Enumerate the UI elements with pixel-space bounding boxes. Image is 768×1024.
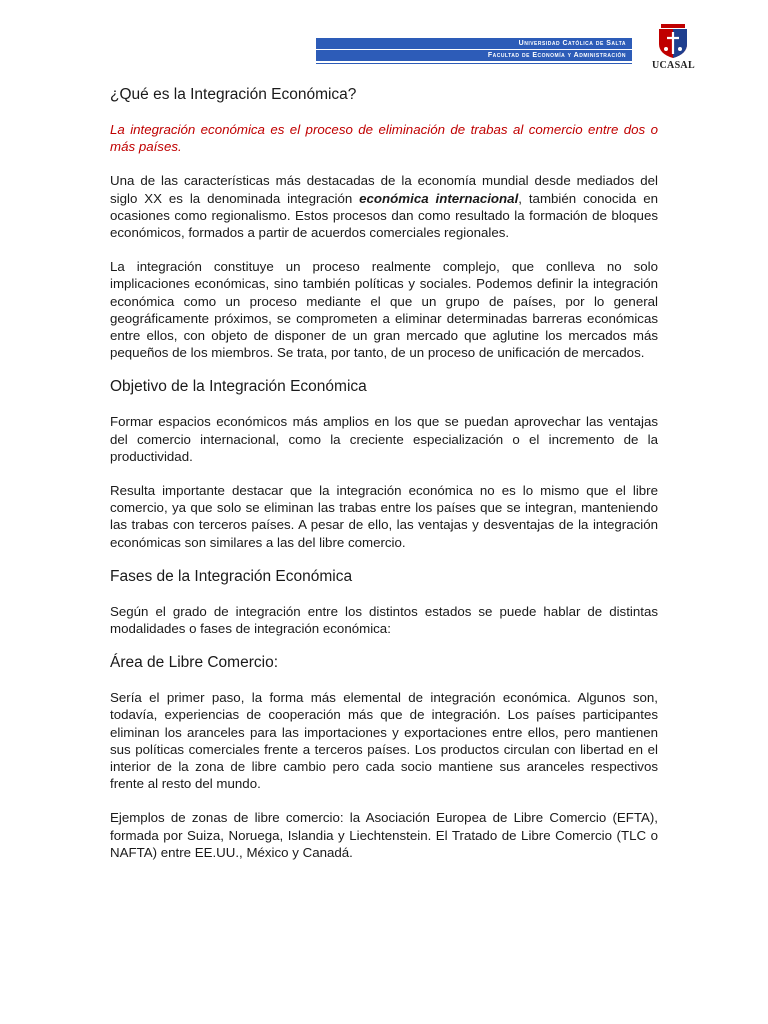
- definition-text: La integración económica es el proceso de eliminación de trabas al comercio entre dos o más países.: [110, 122, 658, 155]
- logo-text: UCASAL: [652, 60, 695, 71]
- paragraph-7: Ejemplos de zonas de libre comercio: la Asociación Europea de Libre Comercio (EFTA), formada por Suiza, Noruega, Islandia y Liechtenstein. El Tratado de Libre Comercio (TLC o NAFTA) entre EE.UU., México y Canadá.: [110, 810, 658, 860]
- paragraph-1-text-b: , también conocida en ocasiones como regionalismo. Estos procesos dan como resultado la formación de bloques económicos, formados a partir de acuerdos comerciales regionales.: [110, 190, 658, 241]
- paragraph-5: Según el grado de integración entre los distintos estados se puede hablar de distintas modalidades o fases de integración económica:: [110, 603, 658, 637]
- paragraph-1: [110, 172, 658, 241]
- document-body: [110, 86, 658, 861]
- heading-area-text: Área de Libre Comercio: [110, 654, 274, 672]
- heading-que-es: ¿Qué es la Integración Económica?: [110, 86, 357, 103]
- heading-objetivo: Objetivo de la Integración Económica: [110, 378, 367, 396]
- banner-divider: [316, 63, 632, 64]
- paragraph-3: Formar espacios económicos más amplios en los que se puedan aprovechar las ventajas del comercio internacional, como la creciente especialización o el incremento de la productividad.: [110, 414, 658, 464]
- university-name: Universidad Católica de Salta: [316, 38, 632, 49]
- paragraph-2: La integración constituye un proceso realmente complejo, que conlleva no solo implicaciones económicas, sino también políticas y sociales. Podemos definir la integración económica como un proceso mediante el que un grupo de países, por lo general geográficamente próximos, se comprometen a eliminar determinadas barreras económicas entre ellos, con objeto de disponer de un gran mercado que aglutine los mercados más pequeños de los miembros. Se trata, por tanto, de un proceso de unificación de mercados.: [110, 259, 658, 361]
- paragraph-1-text-a: Una de las características más destacadas de la economía mundial desde mediados del siglo XX es la denominada integración: [110, 173, 658, 206]
- shield-icon: [657, 24, 689, 58]
- paragraph-6: Sería el primer paso, la forma más elemental de integración económica. Algunos son, todavía, experiencias de cooperación más que de integración. Los países participantes eliminan los aranceles para las importaciones y exportaciones entre ellos, pero mantienen sus políticas comerciales frente a terceros países. Los productos circulan con libertad en el interior de la zona de libre cambio pero cada socio mantiene sus aranceles respectivos frente al resto del mundo.: [110, 690, 658, 792]
- paragraph-1-emphasis: económica internacional: [359, 190, 519, 206]
- header-banner: [316, 38, 632, 64]
- faculty-name: Facultad de Economía y Administración: [316, 50, 632, 61]
- heading-area-suffix: :: [273, 654, 279, 672]
- paragraph-4: Resulta importante destacar que la integración económica no es lo mismo que el libre comercio, ya que solo se eliminan las trabas entre los países que se integran, manteniendo las trabas con terceros países. A pesar de ello, las ventajas y desventajas de la integración económicas son similares a las del libre comercio.: [110, 483, 658, 550]
- heading-area-libre-comercio: [110, 654, 658, 672]
- heading-fases: Fases de la Integración Económica: [110, 567, 353, 585]
- ucasal-logo: [652, 24, 694, 71]
